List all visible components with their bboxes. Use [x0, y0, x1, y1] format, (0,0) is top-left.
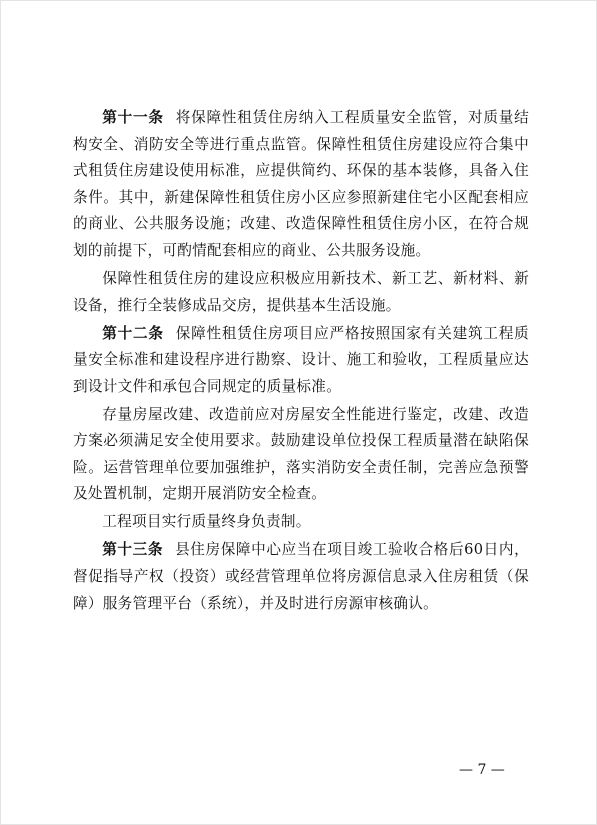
paragraph-text: 保障性租赁住房项目应严格按照国家有关建筑工程质量安全标准和建设程序进行勘察、设计、施工和验收，工程质量应达到设计文件和承包合同规定的质量标准。 [73, 324, 529, 395]
paragraph-text: 保障性租赁住房的建设应积极应用新技术、新工艺、新材料、新设备，推行全装修成品交房，提供基本生活设施。 [73, 269, 529, 314]
page-number: — 7 — [459, 762, 505, 778]
article-heading: 第十三条 [102, 541, 164, 559]
article-heading: 第十二条 [102, 324, 164, 342]
paragraph-text: 将保障性租赁住房纳入工程质量安全监管，对质量结构安全、消防安全等进行重点监管。保障性租赁住房建设应符合集中式租赁住房建设使用标准，应提供简约、环保的基本装修，具备入住条件。其中，新建保障性租赁住房小区应参照新建住宅小区配套相应的商业、公共服务设施；改建、改造保障性租赁住房小区，在符合规划的前提下，可酌情配套相应的商业、公共服务设施。 [73, 109, 529, 259]
paragraph-quality-responsibility [73, 509, 529, 536]
paragraph-article-11 [73, 105, 529, 265]
article-heading: 第十一条 [102, 109, 164, 126]
paragraph-existing-housing [73, 402, 529, 508]
paragraph-new-technology [73, 266, 529, 319]
paragraph-text: 县住房保障中心应当在项目竣工验收合格后60日内，督促指导产权（投资）或经营管理单位将房源信息录入住房租赁（保障）服务管理平台（系统），并及时进行房源审核确认。 [73, 541, 529, 612]
paragraph-text: 工程项目实行质量终身负责制。 [102, 513, 311, 531]
paragraph-text: 存量房屋改建、改造前应对房屋安全性能进行鉴定，改建、改造方案必须满足安全使用要求。鼓励建设单位投保工程质量潜在缺陷保险。运营管理单位要加强维护，落实消防安全责任制，完善应急预警及处置机制，定期开展消防安全检查。 [73, 405, 529, 503]
paragraph-article-13 [73, 537, 529, 617]
paragraph-article-12 [73, 321, 529, 401]
document-body [73, 105, 529, 619]
